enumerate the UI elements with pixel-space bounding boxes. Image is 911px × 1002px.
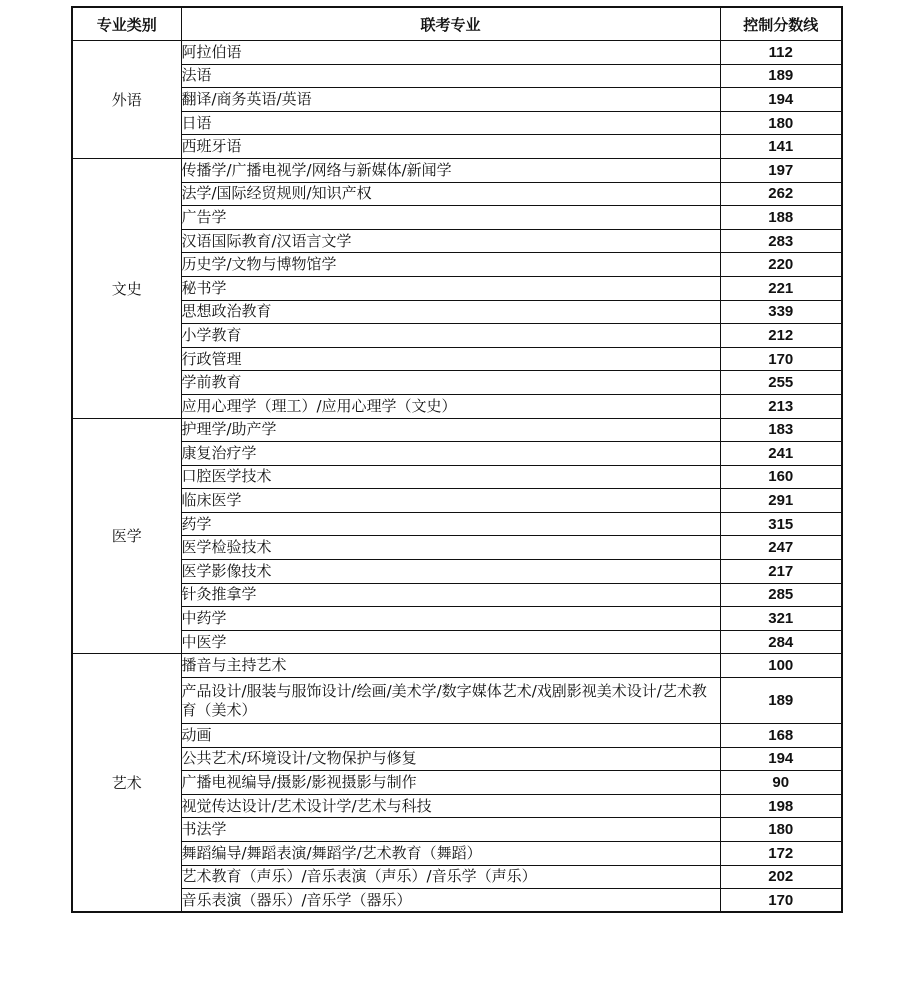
- major-cell: 秘书学: [181, 276, 720, 300]
- score-cell: 262: [720, 182, 842, 206]
- table-row: [72, 654, 842, 678]
- major-cell: 西班牙语: [181, 135, 720, 159]
- score-cell: 160: [720, 465, 842, 489]
- score-cell: 90: [720, 771, 842, 795]
- major-cell: 艺术教育（声乐）/音乐表演（声乐）/音乐学（声乐）: [181, 865, 720, 889]
- header-category: 专业类别: [72, 7, 181, 41]
- score-cell: 217: [720, 560, 842, 584]
- table-row: [72, 347, 842, 371]
- table-row: [72, 607, 842, 631]
- major-cell: 播音与主持艺术: [181, 654, 720, 678]
- score-table: [71, 6, 843, 913]
- score-cell: 255: [720, 371, 842, 395]
- category-cell: 文史: [72, 158, 181, 418]
- score-cell: 197: [720, 158, 842, 182]
- score-cell: 168: [720, 724, 842, 748]
- score-cell: 321: [720, 607, 842, 631]
- table-header: [72, 7, 842, 41]
- score-cell: 283: [720, 229, 842, 253]
- score-cell: 112: [720, 41, 842, 65]
- table-row: [72, 818, 842, 842]
- major-cell: 康复治疗学: [181, 442, 720, 466]
- table-row: [72, 182, 842, 206]
- category-cell: 外语: [72, 41, 181, 159]
- major-cell: 行政管理: [181, 347, 720, 371]
- major-cell: 动画: [181, 724, 720, 748]
- table-row: [72, 560, 842, 584]
- major-cell: 口腔医学技术: [181, 465, 720, 489]
- score-cell: 180: [720, 818, 842, 842]
- score-cell: 172: [720, 842, 842, 866]
- table-row: [72, 41, 842, 65]
- major-cell: 日语: [181, 111, 720, 135]
- score-cell: 194: [720, 747, 842, 771]
- score-cell: 189: [720, 678, 842, 724]
- score-cell: 221: [720, 276, 842, 300]
- table-row: [72, 842, 842, 866]
- table-row: [72, 276, 842, 300]
- table-body: [72, 41, 842, 913]
- major-cell: 传播学/广播电视学/网络与新媒体/新闻学: [181, 158, 720, 182]
- table-row: [72, 135, 842, 159]
- score-cell: 189: [720, 64, 842, 88]
- major-cell: 视觉传达设计/艺术设计学/艺术与科技: [181, 794, 720, 818]
- table-row: [72, 88, 842, 112]
- score-cell: 212: [720, 324, 842, 348]
- major-cell: 历史学/文物与博物馆学: [181, 253, 720, 277]
- table-row: [72, 253, 842, 277]
- major-cell: 公共艺术/环境设计/文物保护与修复: [181, 747, 720, 771]
- header-row: [72, 7, 842, 41]
- header-major: 联考专业: [181, 7, 720, 41]
- score-cell: 241: [720, 442, 842, 466]
- major-cell: 书法学: [181, 818, 720, 842]
- table-row: [72, 724, 842, 748]
- score-cell: 100: [720, 654, 842, 678]
- table-row: [72, 418, 842, 442]
- table-row: [72, 465, 842, 489]
- table-row: [72, 489, 842, 513]
- table-row: [72, 371, 842, 395]
- table-row: [72, 229, 842, 253]
- score-cell: 213: [720, 394, 842, 418]
- major-cell: 阿拉伯语: [181, 41, 720, 65]
- major-cell: 中医学: [181, 630, 720, 654]
- score-cell: 285: [720, 583, 842, 607]
- major-cell: 护理学/助产学: [181, 418, 720, 442]
- table-row: [72, 536, 842, 560]
- major-cell: 汉语国际教育/汉语言文学: [181, 229, 720, 253]
- score-cell: 180: [720, 111, 842, 135]
- table-row: [72, 794, 842, 818]
- major-cell: 小学教育: [181, 324, 720, 348]
- score-cell: 188: [720, 206, 842, 230]
- table-row: [72, 771, 842, 795]
- major-cell: 中药学: [181, 607, 720, 631]
- major-cell: 产品设计/服装与服饰设计/绘画/美术学/数字媒体艺术/戏剧影视美术设计/艺术教育（美术）: [181, 678, 720, 724]
- major-cell: 思想政治教育: [181, 300, 720, 324]
- major-cell: 学前教育: [181, 371, 720, 395]
- score-cell: 220: [720, 253, 842, 277]
- major-cell: 临床医学: [181, 489, 720, 513]
- table-row: [72, 512, 842, 536]
- table-row: [72, 158, 842, 182]
- header-score: 控制分数线: [720, 7, 842, 41]
- score-cell: 198: [720, 794, 842, 818]
- score-cell: 284: [720, 630, 842, 654]
- score-cell: 170: [720, 889, 842, 913]
- score-cell: 194: [720, 88, 842, 112]
- table-row: [72, 747, 842, 771]
- table-row: [72, 206, 842, 230]
- table-row: [72, 442, 842, 466]
- table-row: [72, 64, 842, 88]
- major-cell: 针灸推拿学: [181, 583, 720, 607]
- major-cell: 应用心理学（理工）/应用心理学（文史）: [181, 394, 720, 418]
- table-row: [72, 583, 842, 607]
- table-row: [72, 865, 842, 889]
- major-cell: 广告学: [181, 206, 720, 230]
- score-cell: 315: [720, 512, 842, 536]
- category-cell: 医学: [72, 418, 181, 654]
- major-cell: 广播电视编导/摄影/影视摄影与制作: [181, 771, 720, 795]
- table-row: [72, 630, 842, 654]
- major-cell: 医学检验技术: [181, 536, 720, 560]
- major-cell: 药学: [181, 512, 720, 536]
- score-cell: 170: [720, 347, 842, 371]
- major-cell: 法语: [181, 64, 720, 88]
- score-cell: 291: [720, 489, 842, 513]
- table-row: [72, 678, 842, 724]
- score-cell: 183: [720, 418, 842, 442]
- score-cell: 339: [720, 300, 842, 324]
- table-row: [72, 300, 842, 324]
- score-cell: 141: [720, 135, 842, 159]
- major-cell: 舞蹈编导/舞蹈表演/舞蹈学/艺术教育（舞蹈）: [181, 842, 720, 866]
- score-cell: 202: [720, 865, 842, 889]
- major-cell: 法学/国际经贸规则/知识产权: [181, 182, 720, 206]
- category-cell: 艺术: [72, 654, 181, 912]
- score-cell: 247: [720, 536, 842, 560]
- table-row: [72, 889, 842, 913]
- major-cell: 医学影像技术: [181, 560, 720, 584]
- table-row: [72, 111, 842, 135]
- table-row: [72, 394, 842, 418]
- major-cell: 音乐表演（器乐）/音乐学（器乐）: [181, 889, 720, 913]
- table-row: [72, 324, 842, 348]
- major-cell: 翻译/商务英语/英语: [181, 88, 720, 112]
